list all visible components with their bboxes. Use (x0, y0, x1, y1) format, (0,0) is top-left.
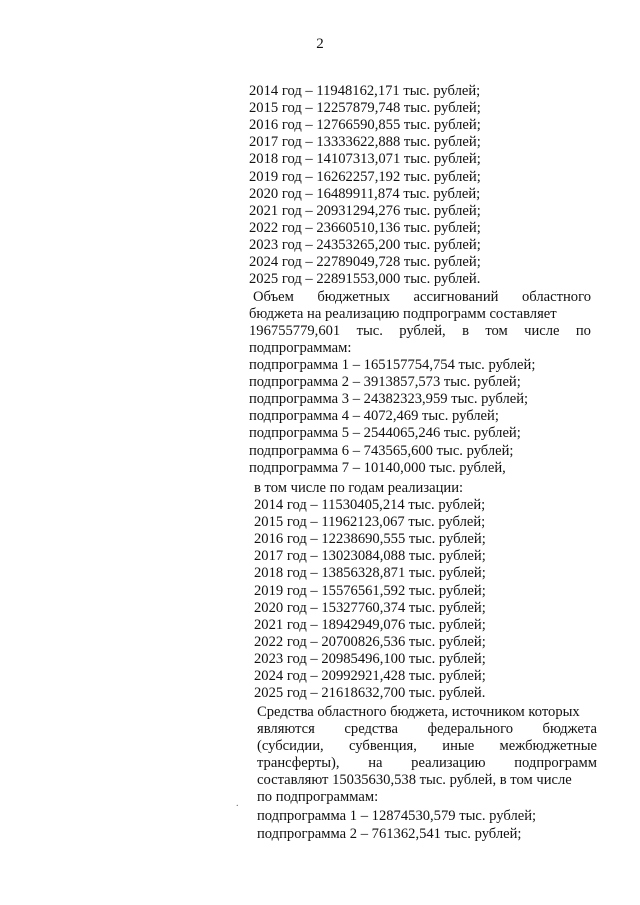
word: субвенция, (349, 738, 417, 754)
word: рублей, (399, 323, 446, 339)
year-line: 2022 год – 20700826,536 тыс. рублей; (254, 633, 486, 650)
paragraph-line (257, 738, 597, 755)
paragraph-line: Средства областного бюджета, источником которых (257, 704, 580, 720)
year-line: 2024 год – 20992921,428 тыс. рублей; (254, 668, 486, 684)
word: подпрограмм (514, 755, 597, 771)
subprogram-line: подпрограмма 4 – 4072,469 тыс. рублей; (249, 408, 499, 425)
year-line: 2017 год – 13333622,888 тыс. рублей; (249, 134, 481, 151)
year-line: 2023 год – 20985496,100 тыс. рублей; (254, 650, 486, 667)
subprogram-line: подпрограмма 6 – 743565,600 тыс. рублей; (249, 442, 514, 459)
word: (субсидии, (257, 738, 324, 754)
year-line: 2015 год – 11962123,067 тыс. рублей; (254, 514, 486, 531)
page-number: 2 (316, 36, 324, 52)
word: по (575, 323, 591, 339)
year-line: 2021 год – 20931294,276 тыс. рублей; (249, 202, 481, 219)
paragraph-line (257, 721, 597, 738)
word: областного (522, 289, 591, 305)
year-line: 2022 год – 23660510,136 тыс. рублей; (249, 219, 481, 236)
year-line: 2024 год – 22789049,728 тыс. рублей; (249, 254, 481, 270)
word: ассигнований (413, 289, 499, 305)
year-line: 2025 год – 22891553,000 тыс. рублей. (249, 271, 481, 288)
subprogram-line: подпрограмма 1 – 165157754,754 тыс. рублей; (249, 357, 536, 373)
year-line: 2020 год – 15327760,374 тыс. рублей; (254, 599, 486, 616)
word: числе (524, 323, 560, 339)
word: бюджетных (317, 289, 391, 305)
subprogram-line: подпрограмма 1 – 12874530,579 тыс. рублей; (257, 808, 537, 824)
word: в (462, 323, 469, 339)
year-line: 2018 год – 13856328,871 тыс. рублей; (254, 565, 486, 582)
word: межбюджетные (499, 738, 597, 754)
year-line: 2015 год – 12257879,748 тыс. рублей; (249, 100, 481, 117)
year-line: 2014 год – 11948162,171 тыс. рублей; (249, 83, 481, 99)
year-line: 2020 год – 16489911,874 тыс. рублей; (249, 185, 481, 202)
word: на (368, 755, 383, 771)
paragraph-line: в том числе по годам реализации: (254, 480, 464, 496)
word: тыс. (356, 323, 383, 339)
paragraph-line (257, 755, 597, 772)
paragraph-line (253, 289, 591, 306)
year-line: 2016 год – 12766590,855 тыс. рублей; (249, 117, 481, 134)
year-line: 2018 год – 14107313,071 тыс. рублей; (249, 151, 481, 168)
subprogram-line: подпрограмма 2 – 3913857,573 тыс. рублей; (249, 374, 521, 391)
margin-mark: . (236, 798, 239, 809)
paragraph-line: подпрограммам: (249, 340, 352, 356)
word: бюджета (542, 721, 597, 737)
word: иные (442, 738, 475, 754)
year-line: 2017 год – 13023084,088 тыс. рублей; (254, 548, 486, 565)
subprogram-line: подпрограмма 5 – 2544065,246 тыс. рублей; (249, 425, 521, 442)
word: 196755779,601 (249, 323, 341, 339)
subprogram-line: подпрограмма 7 – 10140,000 тыс. рублей, (249, 459, 506, 476)
paragraph-line: по подпрограммам: (257, 789, 379, 805)
year-line: 2019 год – 16262257,192 тыс. рублей; (249, 168, 481, 185)
word: Объем (253, 289, 294, 305)
year-line: 2016 год – 12238690,555 тыс. рублей; (254, 531, 486, 548)
subprogram-line: подпрограмма 3 – 24382323,959 тыс. рублей; (249, 391, 529, 408)
subprogram-line: подпрограмма 2 – 761362,541 тыс. рублей; (257, 825, 522, 842)
word: реализацию (411, 755, 486, 771)
word: том (485, 323, 508, 339)
paragraph-line: составляют 15035630,538 тыс. рублей, в том числе (257, 772, 572, 788)
year-line: 2021 год – 18942949,076 тыс. рублей; (254, 616, 486, 633)
paragraph-line (249, 323, 591, 340)
word: являются (257, 721, 315, 737)
word: федерального (427, 721, 513, 737)
year-line: 2025 год – 21618632,700 тыс. рублей. (254, 685, 486, 702)
year-line: 2019 год – 15576561,592 тыс. рублей; (254, 582, 486, 599)
word: средства (344, 721, 398, 737)
paragraph-line: бюджета на реализацию подпрограмм составляет (249, 306, 557, 322)
word: трансферты), (257, 755, 340, 771)
year-line: 2014 год – 11530405,214 тыс. рублей; (254, 497, 486, 513)
year-line: 2023 год – 24353265,200 тыс. рублей; (249, 236, 481, 253)
